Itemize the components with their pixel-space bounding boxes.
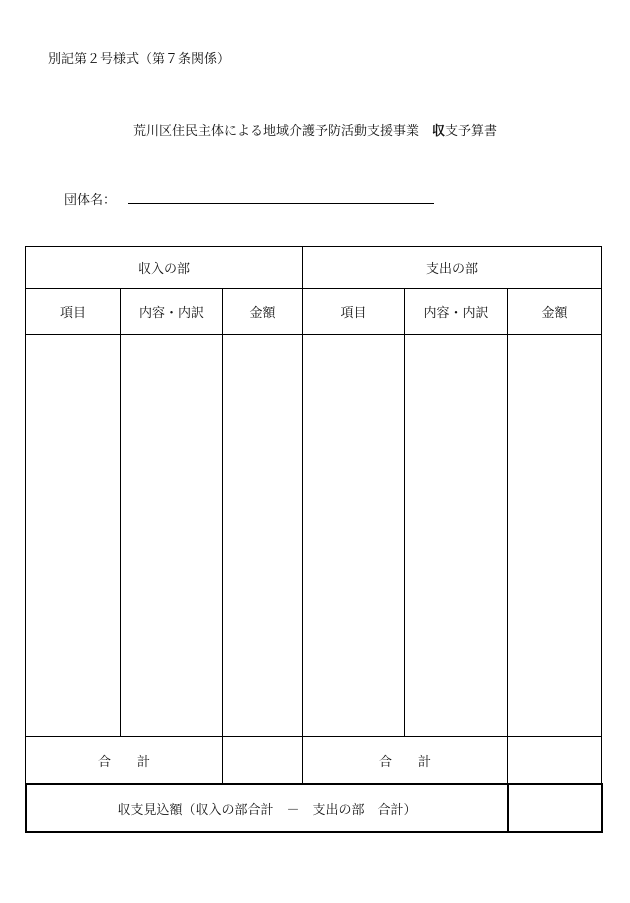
balance-table — [25, 783, 603, 833]
title-bold-char: 収 — [432, 124, 446, 139]
organization-name-label: 団体名： — [64, 193, 117, 208]
income-total-amount[interactable] — [223, 737, 303, 785]
expense-amount-cell[interactable] — [508, 335, 602, 737]
expense-section-header: 支出の部 — [303, 247, 602, 289]
expense-total-amount[interactable] — [508, 737, 602, 785]
income-total-label: 合 計 — [26, 737, 223, 785]
form-reference: 別記第２号様式（第７条関係） — [48, 52, 231, 67]
income-item-cell[interactable] — [26, 335, 121, 737]
budget-table — [25, 246, 602, 785]
expense-total-label: 合 計 — [303, 737, 508, 785]
expense-item-header: 項目 — [303, 289, 405, 335]
expense-item-cell[interactable] — [303, 335, 405, 737]
income-item-header: 項目 — [26, 289, 121, 335]
title-tail: 支予算書 — [445, 124, 498, 139]
balance-amount[interactable] — [508, 784, 602, 832]
income-amount-header: 金額 — [223, 289, 303, 335]
income-section-header: 収入の部 — [26, 247, 303, 289]
expense-amount-header: 金額 — [508, 289, 602, 335]
document-title — [0, 120, 630, 139]
organization-name-line[interactable] — [128, 203, 434, 204]
title-main: 荒川区住民主体による地域介護予防活動支援事業 — [132, 124, 419, 139]
income-detail-cell[interactable] — [121, 335, 223, 737]
balance-label: 収支見込額（収入の部合計 － 支出の部 合計） — [26, 784, 508, 832]
expense-detail-cell[interactable] — [405, 335, 508, 737]
income-detail-header: 内容・内訳 — [121, 289, 223, 335]
expense-detail-header: 内容・内訳 — [405, 289, 508, 335]
income-amount-cell[interactable] — [223, 335, 303, 737]
